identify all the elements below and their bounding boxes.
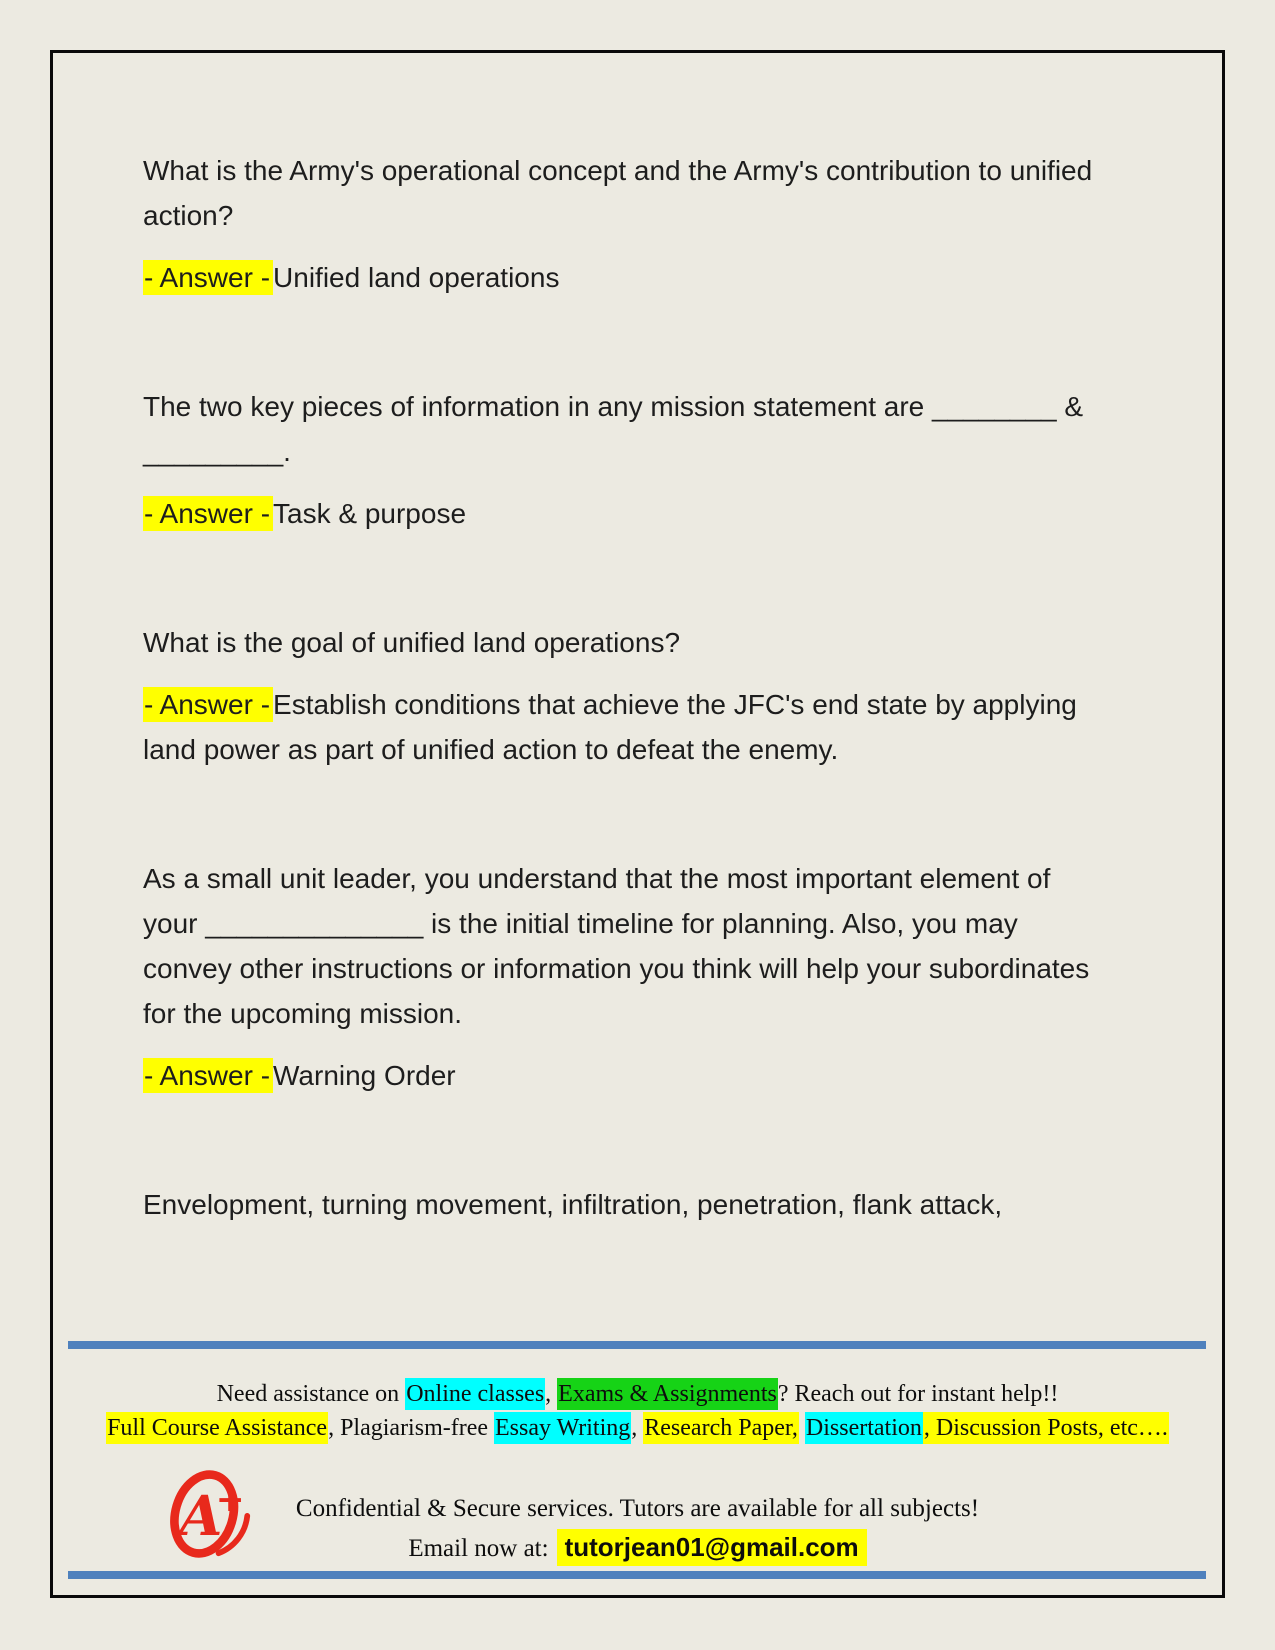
promo-text-segment: Exams & Assignments	[557, 1378, 778, 1410]
promo-text-segment: Dissertation	[805, 1412, 923, 1444]
email-label: Email now at:	[408, 1535, 549, 1562]
divider-top	[68, 1341, 1206, 1349]
question-text: What is the goal of unified land operations?	[143, 627, 681, 658]
promo-text-segment: ,	[545, 1381, 558, 1407]
document-body	[143, 148, 1095, 1227]
promo-footer	[53, 1341, 1222, 1595]
promo-text-segment: Online classes	[405, 1378, 545, 1410]
qa-item	[143, 856, 1095, 1098]
qa-item	[143, 148, 1095, 300]
answer-line	[143, 491, 1095, 536]
logo-plus-sign: +	[215, 1480, 245, 1521]
answer-line	[143, 1053, 1095, 1098]
answer-label-highlight: - Answer -	[143, 1058, 273, 1093]
promo-text-segment	[799, 1415, 805, 1441]
question-text: What is the Army's operational concept and the Army's contribution to unified action?	[143, 155, 1093, 231]
answer-text: Establish conditions that achieve the JFC's end state by applying land power as part of unified action to defeat the enemy.	[143, 689, 1077, 765]
confidential-text: Confidential & Secure services. Tutors are available for all subjects!	[295, 1495, 980, 1522]
page-sheet	[50, 50, 1225, 1598]
answer-line	[143, 255, 1095, 300]
a-plus-logo-graphic	[165, 1464, 253, 1564]
promo-text-segment: ? Reach out for instant help!!	[777, 1381, 1059, 1407]
promo-text-segment: Need assistance on	[216, 1381, 406, 1407]
answer-text: Warning Order	[273, 1060, 456, 1091]
question-text: Envelopment, turning movement, infiltration, penetration, flank attack,	[143, 1189, 1003, 1220]
answer-line	[143, 682, 1095, 772]
answer-text: Task & purpose	[273, 498, 467, 529]
answer-text: Unified land operations	[273, 262, 560, 293]
promo-text-segment: Essay Writing	[494, 1412, 631, 1444]
question-text: As a small unit leader, you understand that the most important element of your ______________ is the initial timeline for planning. Also, you may convey other instructions or information you think will help your subordinates for the upcoming mission.	[143, 863, 1090, 1029]
promo-line-2	[53, 1411, 1222, 1445]
answer-label-highlight: - Answer -	[143, 260, 273, 295]
promo-line-1	[53, 1377, 1222, 1411]
logo-letter-a: A	[179, 1484, 223, 1550]
answer-label-highlight: - Answer -	[143, 687, 273, 722]
email-address: tutorjean01@gmail.com	[557, 1529, 867, 1566]
divider-bottom	[68, 1571, 1206, 1579]
qa-item	[143, 384, 1095, 536]
promo-text-segment: Research Paper,	[643, 1412, 799, 1444]
promo-text-segment: , Plagiarism-free	[328, 1415, 495, 1441]
qa-item	[143, 620, 1095, 772]
contact-block	[53, 1480, 1222, 1569]
promo-text-segment: Full Course Assistance	[106, 1412, 328, 1444]
promo-text-segment: , Discussion Posts, etc….	[923, 1412, 1169, 1444]
question-text: The two key pieces of information in any mission statement are ________ & _________.	[143, 391, 1084, 467]
promo-text-segment: ,	[631, 1415, 644, 1441]
qa-item	[143, 1182, 1095, 1227]
a-plus-logo-icon	[165, 1464, 253, 1564]
answer-label-highlight: - Answer -	[143, 496, 273, 531]
